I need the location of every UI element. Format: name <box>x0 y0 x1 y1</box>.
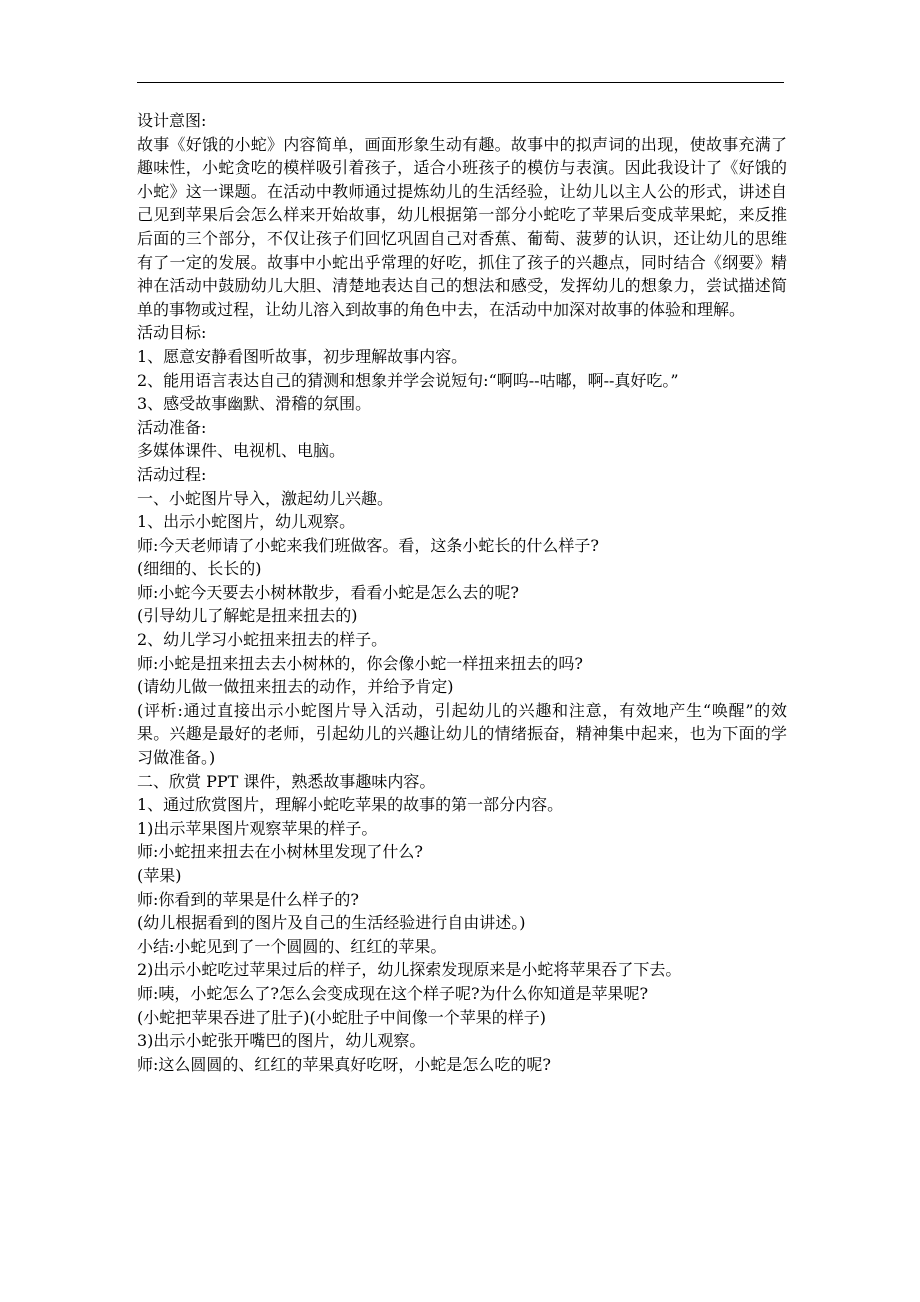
step-line: 2、幼儿学习小蛇扭来扭去的样子。 <box>137 630 388 650</box>
heading-goals: 活动目标: <box>137 323 207 343</box>
teacher-line: 师:小蛇扭来扭去在小树林里发现了什么? <box>137 842 423 862</box>
step-line: 1、通过欣赏图片，理解小蛇吃苹果的故事的第一部分内容。 <box>137 795 564 815</box>
header-rule <box>137 82 784 83</box>
step-line: 2)出示小蛇吃过苹果过后的样子，幼儿探索发现原来是小蛇将苹果吞了下去。 <box>137 960 682 980</box>
response-line: (引导幼儿了解蛇是扭来扭去的) <box>137 606 358 626</box>
teacher-line: 师:咦，小蛇怎么了?怎么会变成现在这个样子呢?为什么你知道是苹果呢? <box>137 983 649 1003</box>
commentary-paragraph: (评析:通过直接出示小蛇图片导入活动，引起幼儿的兴趣和注意，有效地产生“唤醒”的效果。兴趣是最好的老师，引起幼儿的兴趣让幼儿的情绪振奋，精神集中起来，也为下面的学习做准备。) <box>137 700 787 768</box>
step-line: 1、出示小蛇图片，幼儿观察。 <box>137 512 356 532</box>
teacher-line: 师:小蛇今天要去小树林散步，看看小蛇是怎么去的呢? <box>137 582 519 602</box>
step-line: 3)出示小蛇张开嘴巴的图片，幼儿观察。 <box>137 1031 426 1051</box>
step-line: 1)出示苹果图片观察苹果的样子。 <box>137 818 378 838</box>
response-line: (苹果) <box>137 866 182 885</box>
response-line: (请幼儿做一做扭来扭去的动作，并给予肯定) <box>137 677 454 697</box>
goal-item: 2、能用语言表达自己的猜测和想象并学会说短句:“啊呜--咕嘟，啊--真好吃。” <box>137 370 679 390</box>
heading-process: 活动过程: <box>137 464 207 484</box>
paragraph-design-intent: 故事《好饿的小蛇》内容简单，画面形象生动有趣。故事中的拟声词的出现，使故事充满了趣味性，小蛇贪吃的模样吸引着孩子，适合小班孩子的模仿与表演。因此我设计了《好饿的小蛇》这一课题。在活动中教师通过提炼幼儿的生活经验，让幼儿以主人公的形式，讲述自己见到苹果后会怎么样来开始故事，幼儿根据第一部分小蛇吃了苹果后变成苹果蛇，来反推后面的三个部分，不仅让孩子们回忆巩固自己对香蕉、葡萄、菠萝的认识，还让幼儿的思维有了一定的发展。故事中小蛇出乎常理的好吃，抓住了孩子的兴趣点，同时结合《纲要》精神在活动中鼓励幼儿大胆、清楚地表达自己的想法和感受，发挥幼儿的想象力，尝试描述简单的事物或过程，让幼儿溶入到故事的角色中去，在活动中加深对故事的体验和理解。 <box>137 134 787 319</box>
section-heading: 一、小蛇图片导入，激起幼儿兴趣。 <box>137 488 394 508</box>
response-line: (小蛇把苹果吞进了肚子)(小蛇肚子中间像一个苹果的样子) <box>137 1007 546 1027</box>
preparation-text: 多媒体课件、电视机、电脑。 <box>137 441 346 461</box>
section-heading: 二、欣赏 PPT 课件，熟悉故事趣味内容。 <box>137 771 436 791</box>
teacher-line: 师:你看到的苹果是什么样子的? <box>137 889 359 909</box>
summary-line: 小结:小蛇见到了一个圆圆的、红红的苹果。 <box>137 936 447 956</box>
heading-preparation: 活动准备: <box>137 417 207 437</box>
teacher-line: 师:今天老师请了小蛇来我们班做客。看，这条小蛇长的什么样子? <box>137 535 599 555</box>
teacher-line: 师:小蛇是扭来扭去去小树林的，你会像小蛇一样扭来扭去的吗? <box>137 653 583 673</box>
goal-item: 3、感受故事幽默、滑稽的氛围。 <box>137 394 372 414</box>
teacher-line: 师:这么圆圆的、红红的苹果真好吃呀，小蛇是怎么吃的呢? <box>137 1054 551 1074</box>
heading-design-intent: 设计意图: <box>137 111 207 130</box>
response-line: (细细的、长长的) <box>137 559 262 579</box>
response-line: (幼儿根据看到的图片及自己的生活经验进行自由讲述。) <box>137 913 526 933</box>
document-body <box>137 109 787 1076</box>
goal-item: 1、愿意安静看图听故事，初步理解故事内容。 <box>137 346 468 366</box>
